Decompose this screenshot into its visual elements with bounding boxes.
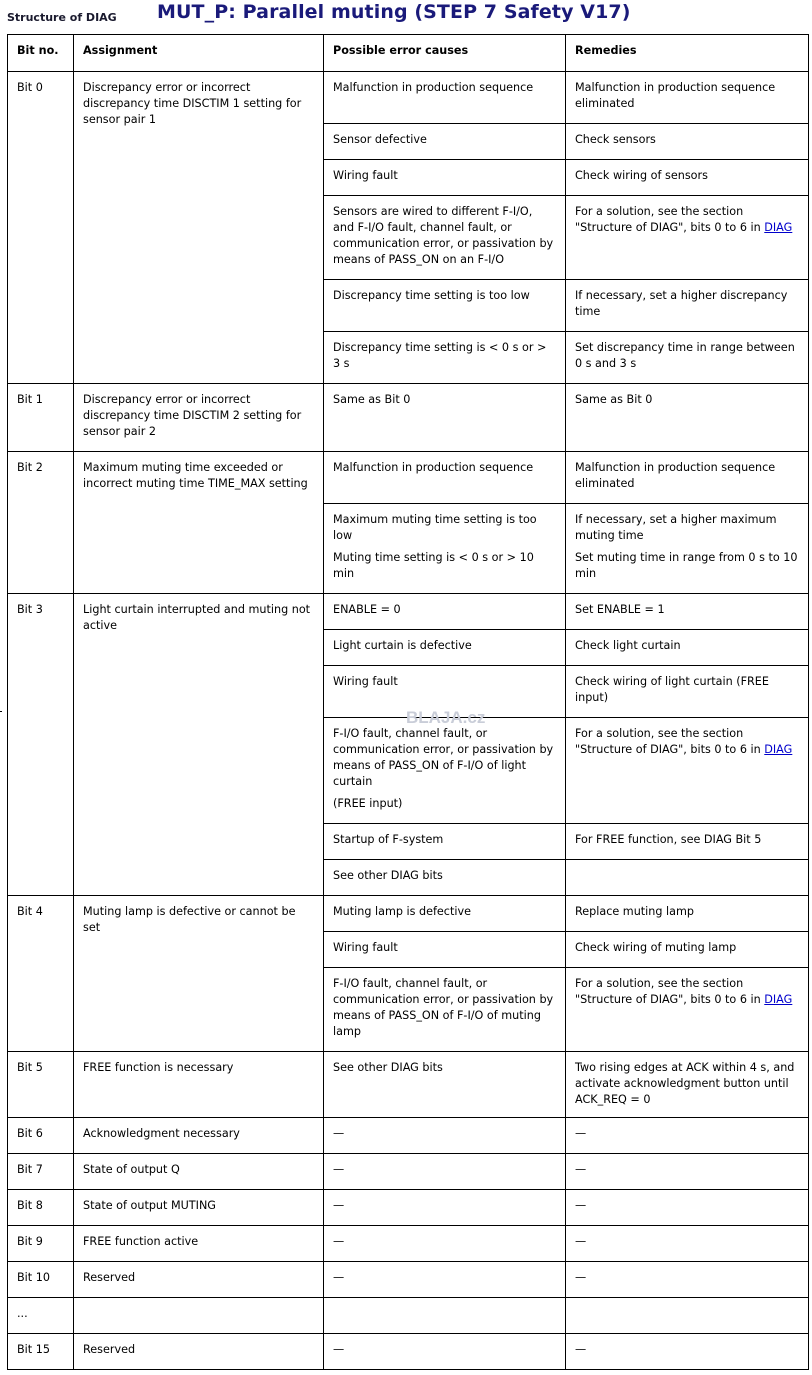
remedy-cell: Replace muting lamp	[566, 896, 809, 932]
remedy-cell: Check light curtain	[566, 630, 809, 666]
column-header-causes: Possible error causes	[324, 35, 566, 72]
cause-cell: See other DIAG bits	[324, 1052, 566, 1118]
table-row	[8, 896, 809, 932]
column-header-assignment: Assignment	[74, 35, 324, 72]
assignment-cell: Reserved	[74, 1262, 324, 1298]
bit-cell: Bit 7	[8, 1154, 74, 1190]
bit-cell: Bit 2	[8, 452, 74, 594]
cause-cell: Light curtain is defective	[324, 630, 566, 666]
remedy-cell: Check wiring of muting lamp	[566, 932, 809, 968]
table-row	[8, 1154, 809, 1190]
remedy-cell	[566, 1298, 809, 1334]
assignment-cell: Discrepancy error or incorrect discrepancy time DISCTIM 2 setting for sensor pair 2	[74, 384, 324, 452]
assignment-cell: Discrepancy error or incorrect discrepancy time DISCTIM 1 setting for sensor pair 1	[74, 72, 324, 384]
assignment-cell	[74, 1298, 324, 1334]
bit-cell: Bit 3	[8, 594, 74, 896]
column-header-bit: Bit no.	[8, 35, 74, 72]
diag-link[interactable]: DIAG	[764, 221, 793, 234]
assignment-cell: Light curtain interrupted and muting not active	[74, 594, 324, 896]
cause-cell: Wiring fault	[324, 160, 566, 196]
remedy-cell: —	[566, 1118, 809, 1154]
cause-cell: Wiring fault	[324, 666, 566, 718]
diag-link[interactable]: DIAG	[764, 993, 793, 1006]
bit-cell: ...	[8, 1298, 74, 1334]
remedy-cell: Set discrepancy time in range between 0 s and 3 s	[566, 332, 809, 384]
table-row	[8, 1334, 809, 1370]
remedy-cell	[566, 860, 809, 896]
bit-cell: Bit 15	[8, 1334, 74, 1370]
cause-cell: —	[324, 1334, 566, 1370]
remedy-cell: For a solution, see the section "Structure of DIAG", bits 0 to 6 in DIAG	[566, 718, 809, 824]
table-row	[8, 1118, 809, 1154]
cause-cell: —	[324, 1226, 566, 1262]
remedy-cell: —	[566, 1190, 809, 1226]
cause-cell: Malfunction in production sequence	[324, 72, 566, 124]
table-row	[8, 1190, 809, 1226]
watermark: BLAJA.cz	[406, 708, 486, 727]
assignment-cell: Muting lamp is defective or cannot be set	[74, 896, 324, 1052]
cause-cell: —	[324, 1118, 566, 1154]
assignment-cell: Acknowledgment necessary	[74, 1118, 324, 1154]
remedy-cell: Check wiring of light curtain (FREE input)	[566, 666, 809, 718]
bit-cell: Bit 1	[8, 384, 74, 452]
bit-cell: Bit 5	[8, 1052, 74, 1118]
bit-cell: Bit 10	[8, 1262, 74, 1298]
remedy-cell: For a solution, see the section "Structure of DIAG", bits 0 to 6 in DIAG	[566, 196, 809, 280]
remedy-cell: For FREE function, see DIAG Bit 5	[566, 824, 809, 860]
cause-cell: Wiring fault	[324, 932, 566, 968]
remedy-cell: Same as Bit 0	[566, 384, 809, 452]
remedy-cell: If necessary, set a higher discrepancy time	[566, 280, 809, 332]
diag-table	[7, 34, 809, 1370]
remedy-cell: Two rising edges at ACK within 4 s, and activate acknowledgment button until ACK_REQ = 0	[566, 1052, 809, 1118]
assignment-cell: State of output Q	[74, 1154, 324, 1190]
table-row	[8, 72, 809, 124]
cause-cell: Sensor defective	[324, 124, 566, 160]
diag-link[interactable]: DIAG	[764, 743, 793, 756]
table-row	[8, 452, 809, 504]
remedy-cell: Set ENABLE = 1	[566, 594, 809, 630]
cause-cell: ENABLE = 0	[324, 594, 566, 630]
remedy-cell: —	[566, 1334, 809, 1370]
bit-cell: Bit 6	[8, 1118, 74, 1154]
remedy-cell: —	[566, 1226, 809, 1262]
cause-cell: Malfunction in production sequence	[324, 452, 566, 504]
remedy-cell: Malfunction in production sequence eliminated	[566, 452, 809, 504]
bit-cell: Bit 4	[8, 896, 74, 1052]
assignment-cell: State of output MUTING	[74, 1190, 324, 1226]
cause-cell	[324, 1298, 566, 1334]
remedy-cell: Check sensors	[566, 124, 809, 160]
remedy-cell: —	[566, 1154, 809, 1190]
bit-cell: Bit 0	[8, 72, 74, 384]
page-title: MUT_P: Parallel muting (STEP 7 Safety V17)	[157, 1, 631, 23]
cause-cell: See other DIAG bits	[324, 860, 566, 896]
cause-cell: —	[324, 1154, 566, 1190]
cause-cell: Muting lamp is defective	[324, 896, 566, 932]
column-header-remedies: Remedies	[566, 35, 809, 72]
table-row	[8, 1226, 809, 1262]
remedy-cell: Check wiring of sensors	[566, 160, 809, 196]
cause-cell: Sensors are wired to different F-I/O, and F-I/O fault, channel fault, or communication error, or passivation by means of PASS_ON on an F-I/O	[324, 196, 566, 280]
bit-cell: Bit 8	[8, 1190, 74, 1226]
cause-cell: Startup of F-system	[324, 824, 566, 860]
table-header-row	[8, 35, 809, 72]
cause-cell: F-I/O fault, channel fault, or communication error, or passivation by means of PASS_ON of F-I/O of muting lamp	[324, 968, 566, 1052]
remedy-cell: Malfunction in production sequence eliminated	[566, 72, 809, 124]
table-row	[8, 594, 809, 630]
cause-cell: F-I/O fault, channel fault, or communication error, or passivation by means of PASS_ON of F-I/O of light curtain (FREE input)	[324, 718, 566, 824]
assignment-cell: FREE function is necessary	[74, 1052, 324, 1118]
assignment-cell: Maximum muting time exceeded or incorrect muting time TIME_MAX setting	[74, 452, 324, 594]
margin-tick	[0, 711, 2, 712]
table-row	[8, 384, 809, 452]
cause-cell: —	[324, 1262, 566, 1298]
cause-cell: Discrepancy time setting is < 0 s or > 3 s	[324, 332, 566, 384]
assignment-cell: FREE function active	[74, 1226, 324, 1262]
assignment-cell: Reserved	[74, 1334, 324, 1370]
table-row	[8, 1262, 809, 1298]
section-label: Structure of DIAG	[7, 11, 117, 24]
cause-cell: Discrepancy time setting is too low	[324, 280, 566, 332]
table-row	[8, 1298, 809, 1334]
remedy-cell: —	[566, 1262, 809, 1298]
table-row	[8, 1052, 809, 1118]
remedy-cell: For a solution, see the section "Structure of DIAG", bits 0 to 6 in DIAG	[566, 968, 809, 1052]
cause-cell: Maximum muting time setting is too low Muting time setting is < 0 s or > 10 min	[324, 504, 566, 594]
bit-cell: Bit 9	[8, 1226, 74, 1262]
remedy-cell: If necessary, set a higher maximum muting time Set muting time in range from 0 s to 10 min	[566, 504, 809, 594]
cause-cell: Same as Bit 0	[324, 384, 566, 452]
cause-cell: —	[324, 1190, 566, 1226]
